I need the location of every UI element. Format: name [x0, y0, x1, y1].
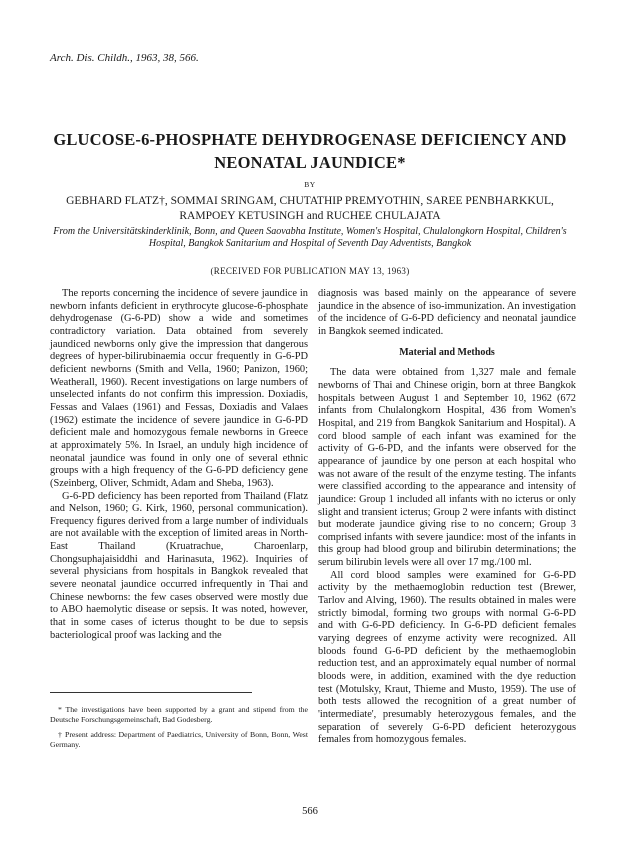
footnote-divider: [50, 692, 252, 693]
paragraph: All cord blood samples were examined for G-6-PD activity by the methaemoglobin reduction test (Brewer, Tarlov and Alving, 1960). The results obtained in males were strictly bimodal, forming two groups with normal G-6-PD and with G-6-PD deficiency. In G-6-PD deficient females varying degrees of enzyme activity were recognized. All bloods found G-6-PD deficient by the methaemoglobin reduction test, and an approximately equal number of normal bloods were, in addition, examined with the dye reduction test (Motulsky, Kraut, Thieme and Musto, 1959). The use of both tests allowed the recognition of a great number of 'intermediate', presumably heterozygous females, and the separation of severely G-6-PD deficient heterozygous females from homozygous females.: [318, 569, 576, 746]
footnote-funding: * The investigations have been supported by a grant and stipend from the Deutsche Forschungsgemeinschaft, Bad Godesberg.: [50, 705, 308, 724]
author-affiliation: From the Universitätskinderklinik, Bonn, and Queen Saovabha Institute, Women's Hospital, Chulalongkorn Hospital, Children's Hospital, Bangkok Sanitarium and Hospital of Seventh Day Adventists, Bangkok: [53, 226, 567, 249]
paragraph: diagnosis was based mainly on the appearance of severe jaundice in the absence of iso-immunization. An investigation of the incidence of G-6-PD deficiency and neonatal jaundice in Bangkok seemed indicated.: [318, 288, 576, 337]
paragraph: G-6-PD deficiency has been reported from Thailand (Flatz and Nelson, 1960; G. Kirk, 1960, personal communication). Frequency figures derived from a large number of individuals are not available with the exception of limited areas in North-East Thailand (Kruatrachue, Charoenlarp, Chongsuphajaisiddhi and Harinasuta, 1962). Inquiries of several physicians from hospitals in Bangkok revealed that severe neonatal jaundice occurred infrequently in Thai and Chinese newborns: the few cases observed were mostly due to ABO haemolytic disease or sepsis. It was noted, however, that in some cases of icterus thought to be due to sepsis bacteriological proof was lacking and the: [50, 490, 308, 641]
journal-citation: Arch. Dis. Childh., 1963, 38, 566.: [50, 52, 199, 64]
article-title: GLUCOSE-6-PHOSPHATE DEHYDROGENASE DEFICIENCY AND NEONATAL JAUNDICE*: [53, 130, 567, 172]
page-number: 566: [302, 806, 318, 817]
footnote-address: † Present address: Department of Paediatrics, University of Bonn, Bonn, West Germany.: [50, 730, 308, 749]
right-column: [318, 288, 576, 747]
byline-label: BY: [304, 180, 316, 189]
footnotes: [50, 705, 308, 755]
section-heading: Material and Methods: [399, 346, 495, 358]
received-date: (RECEIVED FOR PUBLICATION MAY 13, 1963): [210, 266, 410, 276]
author-list: GEBHARD FLATZ†, SOMMAI SRINGAM, CHUTATHIP PREMYOTHIN, SAREE PENBHARKKUL, RAMPOEY KETUSINGH and RUCHEE CHULAJATA: [66, 195, 554, 222]
left-column: [50, 288, 308, 642]
paragraph: The data were obtained from 1,327 male and female newborns of Thai and Chinese origin, born at three Bangkok hospitals between August 1 and September 10, 1962 (672 infants from Chulalongkorn Hospital, 436 from Women's Hospital, and 219 from Bangkok Sanitarium and Hospital). A cord blood sample of each infant was examined for the activity of G-6-PD, and the infants were observed for the appearance of jaundice by one person at each hospital who was not aware of the result of the enzyme testing. The infants were classified according to the appearance and intensity of jaundice: Group 1 included all infants with no icterus or only slight and transient icterus; Group 2 were infants with distinct but moderate jaundice giving rise to no concern; Group 3 comprised infants with severe jaundice: most of the infants in this group had blood group and bilirubin determinations; the serum bilirubin levels were all over 17 mg./100 ml.: [318, 367, 576, 569]
paragraph: The reports concerning the incidence of severe jaundice in newborn infants deficient in erythrocyte glucose-6-phosphate dehydrogenase (G-6-PD) show a wide and sometimes contradictory variation. Data obtained from severely jaundiced newborns only give the impression that dangerous degrees of hyper-bilirubinaemia occur frequently in G-6-PD deficient newborns (Smith and Vella, 1960; Panizon, 1960; Weatherall, 1960). Recent investigations on large numbers of unselected infants do not confirm this impression. Doxiadis, Fessas and Valaes (1961) and Fessas, Doxiadis and Valaes (1962) estimate the incidence of severe jaundice in G-6-PD deficient male and homozygous female newborns in Greece at approximately 5%. In Israel, an unduly high incidence of neonatal jaundice was found in only one of several ethnic groups with a high frequency of the G-6-PD deficiency gene (Szeinberg, Oliver, Schmidt, Adam and Sheba, 1963).: [50, 288, 308, 489]
